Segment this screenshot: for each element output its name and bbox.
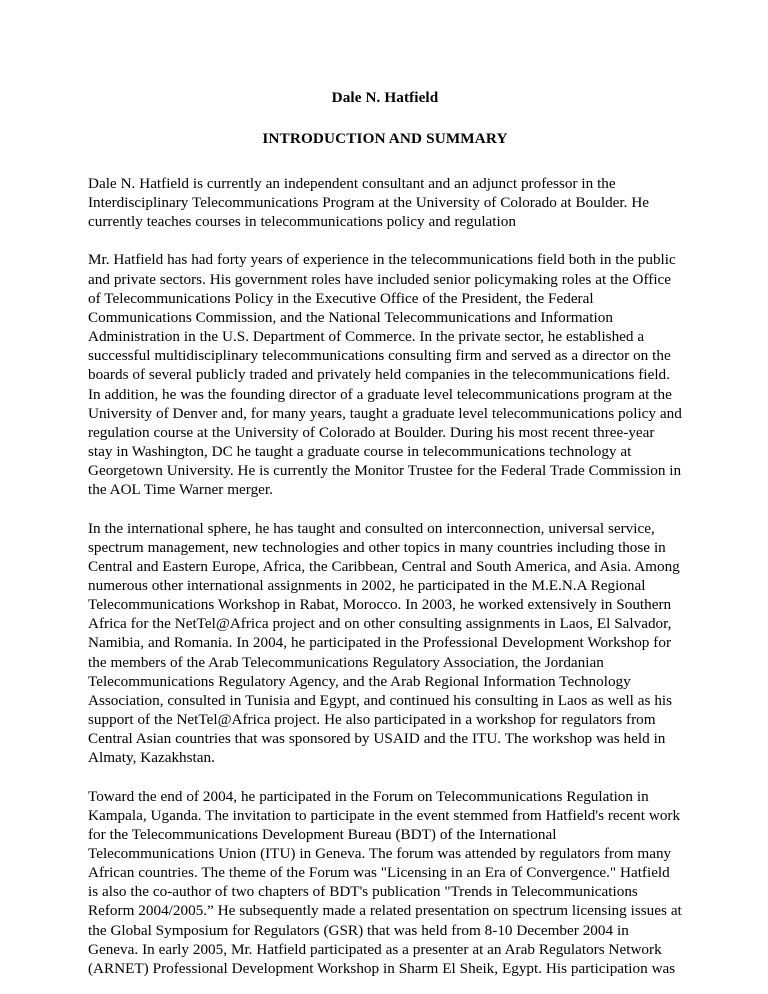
section-heading-introduction-and-summary: INTRODUCTION AND SUMMARY bbox=[262, 130, 508, 147]
page-title: Dale N. Hatfield bbox=[331, 89, 439, 106]
paragraph-international-work: In the international sphere, he has taught and consulted on interconnection, universal service, spectrum management, new technologies and other topics in many countries including those in Central and Eastern Europe, Africa, the Caribbean, Central and South America, and Asia. Among numerous other international assignments in 2002, he participated in the M.E.N.A Regional Telecommunications Workshop in Rabat, Morocco. In 2003, he worked extensively in Southern Africa for the NetTel@Africa project and on other consulting assignments in Laos, El Salvador, Namibia, and Romania. In 2004, he participated in the Professional Development Workshop for the members of the Arab Telecommunications Regulatory Association, the Jordanian Telecommunications Regulatory Agency, and the Arab Regional Information Technology Association, consulted in Tunisia and Egypt, and continued his consulting in Laos as well as his support of the NetTel@Africa project. He also participated in a workshop for regulators from Central Asian countries that was sponsored by USAID and the ITU. The workshop was held in Almaty, Kazakhstan. bbox=[88, 519, 680, 767]
paragraph-biography-intro: Dale N. Hatfield is currently an independent consultant and an adjunct professor in the Interdisciplinary Telecommunications Program at the University of Colorado at Boulder. He currently teaches courses in telecommunications policy and regulation bbox=[88, 175, 650, 231]
paragraph-career-experience: Mr. Hatfield has had forty years of experience in the telecommunications field both in the public and private sectors. His government roles have included senior policymaking roles at the Office of Telecommunications Policy in the Executive Office of the President, the Federal Communications Commission, and the National Telecommunications and Information Administration in the U.S. Department of Commerce. In the private sector, he established a successful multidisciplinary telecommunications consulting firm and served as a director on the boards of several publicly traded and privately held companies in the telecommunications field. In addition, he was the founding director of a graduate level telecommunications program at the University of Denver and, for many years, taught a graduate level telecommunications policy and regulation course at the University of Colorado at Boulder. During his most recent three-year stay in Washington, DC he taught a graduate course in telecommunications technology at Georgetown University. He is currently the Monitor Trustee for the Federal Trade Commission in the AOL Time Warner merger. bbox=[88, 251, 682, 499]
paragraph-forum-and-publications: Toward the end of 2004, he participated in the Forum on Telecommunications Regulation in Kampala, Uganda. The invitation to participate in the event stemmed from Hatfield's recent work for the Telecommunications Development Bureau (BDT) of the International Telecommunications Union (ITU) in Geneva. The forum was attended by regulators from many African countries. The theme of the Forum was "Licensing in an Era of Convergence." Hatfield is also the co-author of two chapters of BDT's publication "Trends in Telecommunications Reform 2004/2005.” He subsequently made a related presentation on spectrum licensing issues at the Global Symposium for Regulators (GSR) that was held from 8-10 December 2004 in Geneva. In early 2005, Mr. Hatfield participated as a presenter at an Arab Regulators Network (ARNET) Professional Development Workshop in Sharm El Sheik, Egypt. His participation was bbox=[88, 787, 682, 977]
